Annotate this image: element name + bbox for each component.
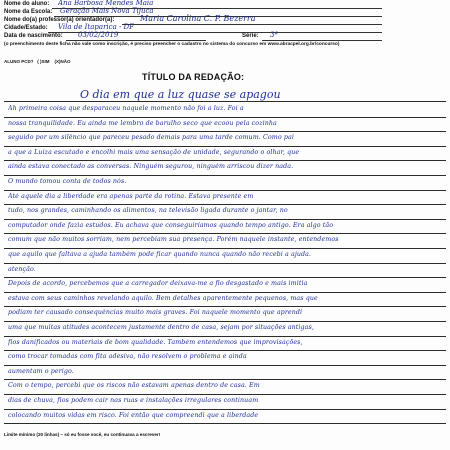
birth-date-value: 03/02/2019	[78, 31, 119, 39]
essay-line-text: Ah primeira coisa que desparaceu naquele momento não foi a luz. Foi a	[8, 105, 244, 112]
essay-line-text: Depois de acordo, percebemos que a carregador deixava-me a fio desgastado e mais imitia	[8, 280, 308, 288]
ruled-line	[4, 423, 446, 424]
field-label: Nome do aluno:	[4, 1, 50, 7]
essay-line-text: podiam ter causado consequências muito mais graves. Foi naquele momento que aprendi	[8, 309, 303, 317]
ruled-line	[4, 379, 446, 380]
ruled-line	[4, 306, 446, 307]
essay-line-text: ainda estava conectado as conversas. Ninguém segurou, ninguém arriscou dizer nada.	[8, 163, 294, 171]
essay-title-handwritten: O dia em que a luz quase se apagou	[80, 88, 281, 101]
essay-line-text: atenção.	[8, 265, 36, 273]
field-label: Cidade/Estado:	[4, 25, 48, 31]
ruled-line	[4, 204, 446, 205]
registration-note: (o preenchimento deste ficha não vale como inscrição, é preciso preencher o cadastro no sistema do concurso em www.abracpel.org.br/concurso)	[4, 42, 340, 47]
essay-line-text: colocando muitos vidas em risco. Foi então que compreendi que a liberdade	[8, 411, 259, 419]
pcd-label: ALUNO PCD?	[4, 59, 34, 64]
ruled-line	[4, 117, 446, 118]
field-label: Nome da Escola:	[4, 9, 53, 15]
ruled-line	[4, 233, 446, 234]
ruled-line	[4, 409, 446, 410]
ruled-line	[4, 131, 446, 132]
pcd-no-option[interactable]: (X)NÃO	[54, 59, 71, 64]
essay-line-text: nossa tranquilidade. Eu ainda me lembro de barulho seco que ecoou pela cozinha	[8, 119, 277, 127]
essay-line-text: Com o tempo, percebi que os riscos não estavam apenas dentro de casa. Em	[8, 382, 260, 390]
essay-line-text: que aquilo que faltava a ajuda também pode ficar quando nunca quando não recebi a ajuda.	[8, 251, 312, 258]
pcd-yes-option[interactable]: ( )SIM	[37, 59, 50, 64]
serie-value: 3ª	[270, 31, 278, 39]
essay-line-text: como trocar tomadas com fita adesiva, não resolvem o problema e ainda	[8, 353, 247, 361]
ruled-line	[4, 336, 446, 337]
min-lines-note: Limite mínimo (20 linhas) – só eu fosse você, eu continuava a escrever!	[4, 432, 161, 437]
essay-line-text: dias de chuva, fios podem cair nas ruas e instalações irregulares continuam	[8, 397, 259, 404]
essay-line-text: a que a Luiza escutado e encolhi mais uma sensação de unidade, segurando o olhar, que	[8, 148, 300, 156]
student-name-value: Ana Barbosa Mendes Maia	[58, 0, 154, 7]
ruled-line	[4, 219, 446, 220]
ruled-line	[4, 190, 446, 191]
essay-line-text: fios danificados ou materiais de bom qualidade. Também entendemos que improvisações,	[8, 338, 303, 346]
essay-line-text: comum que não muitos sorriam, nem percebiam sua presença. Porém naquele instante, entendemos	[8, 236, 339, 244]
ruled-line	[4, 263, 446, 264]
essay-line-text: Até aquele dia a liberdade era apenas parte da rotina. Estava presente em	[8, 192, 254, 200]
essay-line-text: O mundo tomou conta de todos nós.	[8, 178, 127, 185]
essay-title-label: TÍTULO DA REDAÇÃO:	[142, 72, 245, 82]
essay-line-text: seguido por um silêncio que pareceu pesado demais para uma tarde comum. Como pai	[8, 134, 294, 142]
essay-line-text: computador onde fazia estudos. Eu achava que conseguiríamos quando tempo antigo. Era algo tão	[8, 221, 334, 229]
ruled-line	[4, 394, 446, 395]
field-label: Data de nascimento:	[4, 33, 63, 39]
ruled-line	[4, 365, 446, 366]
ruled-line	[4, 146, 446, 147]
ruled-line	[4, 175, 446, 176]
essay-line-text: tudo, nos grandes, caminhando os alimentos, na televisão ligada durante o jantar, no	[8, 207, 288, 215]
ruled-line	[4, 248, 446, 249]
serie-label: Série:	[242, 33, 259, 39]
ruled-line	[4, 321, 446, 322]
ruled-line	[4, 292, 446, 293]
city-state-value: Vila de Itaparica - DF	[58, 23, 135, 31]
essay-line-text: estava com seus caminhos revelando aquilo. Bem detalhes aparentemente pequenos, mas que	[8, 294, 318, 302]
ruled-line	[4, 350, 446, 351]
essay-line-text: uma que muitas atitudes acontecem justamente dentro de casa, sejam por situações antigas,	[8, 324, 314, 331]
essay-line-text: aumentam o perigo.	[8, 367, 74, 375]
teacher-name-value: Maria Carolina C. P. Bezerra	[140, 14, 256, 23]
ruled-line	[4, 160, 446, 161]
school-name-value: Geração Mais Nova Tijuca	[60, 7, 154, 15]
field-label: Nome do(a) professor(a) orientador(a):	[4, 17, 115, 23]
ruled-line	[4, 277, 446, 278]
